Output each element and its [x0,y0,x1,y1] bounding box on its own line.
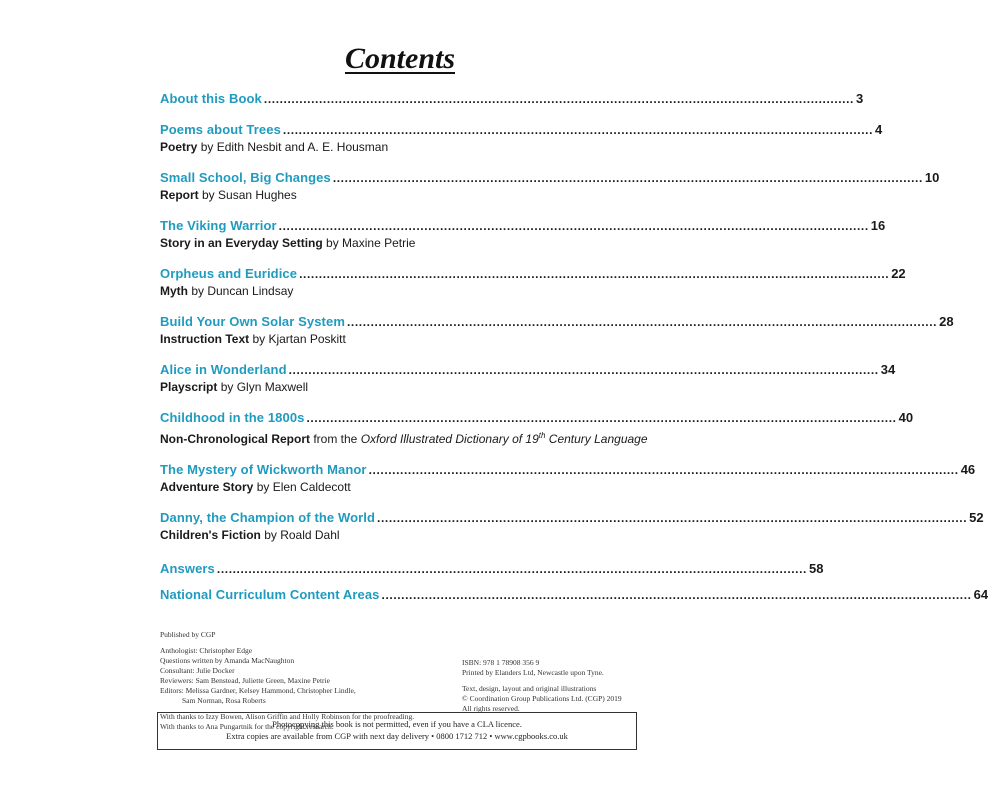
toc-entry [160,509,984,544]
isbn: ISBN: 978 1 78908 356 9 [462,658,540,667]
toc-genre: Instruction Text [160,332,250,346]
toc-page-number: 46 [960,462,976,477]
editors-credit: Editors: Melissa Gardner, Kelsey Hammond, Christopher Lindle, [160,686,356,695]
toc-page-number: 22 [891,266,906,281]
toc-author: from the [310,432,361,446]
toc-leader-dots: ...................................................................................................................................................... [288,363,879,377]
toc-entry [160,217,886,252]
toc-subtitle [160,427,648,448]
anthologist-credit: Anthologist: Christopher Edge [160,646,253,655]
toc-author: by Kjartan Poskitt [249,332,346,346]
toc-leader-dots: ...................................................................................................................................................... [306,411,897,425]
toc-subtitle [160,187,638,204]
toc-entry [160,586,988,604]
toc-genre: Poetry [160,140,198,154]
toc-leader-dots: ...................................................................................................................................................... [377,511,968,525]
toc-subtitle [160,379,638,396]
copyright-research-thanks: With thanks to Ana Pungartnik for the copyright research. [160,722,334,731]
toc-entry [160,169,940,204]
toc-subtitle [160,479,638,496]
toc-page-number: 58 [809,561,824,576]
toc-author: by Susan Hughes [198,188,297,202]
toc-entry [160,313,954,348]
toc-leader-dots: ...................................................................................................................................................... [381,588,972,602]
toc-leader-dots: ...................................................................................................................................................... [332,171,923,185]
toc-genre: Playscript [160,380,218,394]
toc-leader-dots: ...................................................................................................................................................... [299,267,890,281]
published-by: Published by CGP [160,630,216,639]
toc-genre: Myth [160,284,188,298]
toc-entry [160,90,864,108]
reviewers-credit: Reviewers: Sam Benstead, Juliette Green, Maxine Petrie [160,676,330,685]
toc-title[interactable]: Poems about Trees [160,122,281,137]
toc-source-part: Century Language [545,432,648,446]
toc-author: by Edith Nesbit and A. E. Housman [197,140,389,154]
toc-page-number: 16 [870,218,886,233]
toc-title[interactable]: Orpheus and Euridice [160,266,298,281]
toc-page-number: 10 [924,170,940,185]
toc-subtitle [160,283,638,300]
toc-subtitle [160,139,638,156]
toc-page-number: 34 [880,362,896,377]
toc-leader-dots: ...................................................................................................................................................... [346,315,938,329]
toc-source-part: Oxford Illustrated Dictionary of 19 [360,432,539,446]
toc-genre: Children's Fiction [160,528,261,542]
toc-source [361,432,648,446]
toc-author: by Elen Caldecott [253,480,351,494]
rights-reserved: All rights reserved. [462,704,520,713]
rights-info [462,658,622,714]
toc-title[interactable]: About this Book [160,91,262,106]
toc-author: by Roald Dahl [260,528,340,542]
copyright-line: © Coordination Group Publications Ltd. (CGP) 2019 [462,694,622,703]
toc-title[interactable]: Childhood in the 1800s [160,410,305,425]
photocopy-notice-box [157,712,637,750]
extra-copies-notice: Extra copies are available from CGP with next day delivery • 0800 1712 712 • www.cgpbooks.co.uk [226,731,568,741]
toc-leader-dots: ...................................................................................................................................................... [263,92,854,106]
toc-title[interactable]: National Curriculum Content Areas [160,587,380,602]
toc-title[interactable]: Build Your Own Solar System [160,314,345,329]
toc-title[interactable]: The Viking Warrior [160,218,277,233]
toc-page-number: 3 [856,91,864,106]
toc-entry [160,265,906,300]
toc-leader-dots: ...................................................................................................................................................... [216,562,807,576]
toc-entry [160,560,824,578]
toc-genre: Adventure Story [160,480,254,494]
toc-subtitle [160,527,638,544]
toc-leader-dots: ...................................................................................................................................................... [282,123,874,137]
toc-genre: Report [160,188,199,202]
toc-title[interactable]: Alice in Wonderland [160,362,287,377]
toc-leader-dots: ...................................................................................................................................................... [368,463,959,477]
toc-author: by Maxine Petrie [322,236,416,250]
proofreading-thanks: With thanks to Izzy Bowen, Alison Griffin and Holly Robinson for the proofreading. [160,712,415,721]
toc-subtitle [160,331,638,348]
toc-genre: Story in an Everyday Setting [160,236,323,250]
toc-genre: Non-Chronological Report [160,432,310,446]
toc-title[interactable]: The Mystery of Wickworth Manor [160,462,367,477]
toc-source-superscript: th [538,431,546,440]
questions-credit: Questions written by Amanda MacNaughton [160,656,295,665]
toc-page-number: 40 [898,410,914,425]
toc-page-number: 4 [875,122,883,137]
toc-author: by Duncan Lindsay [188,284,294,298]
toc-page-number: 52 [969,510,984,525]
toc-entry [160,121,883,156]
toc-title[interactable]: Danny, the Champion of the World [160,510,376,525]
consultant-credit: Consultant: Julie Docker [160,666,235,675]
printer: Printed by Elanders Ltd, Newcastle upon Tyne. [462,668,604,677]
toc-entry [160,409,914,448]
toc-author: by Glyn Maxwell [217,380,309,394]
editors-credit-continued: Sam Norman, Rosa Roberts [182,696,266,705]
toc-page-number: 64 [973,587,988,602]
table-of-contents [160,90,988,612]
toc-leader-dots: ...................................................................................................................................................... [278,219,869,233]
toc-entry [160,361,896,396]
toc-title[interactable]: Small School, Big Changes [160,170,331,185]
text-design-credit: Text, design, layout and original illustrations [462,684,597,693]
toc-entry [160,461,976,496]
toc-page-number: 28 [939,314,954,329]
toc-title[interactable]: Answers [160,561,215,576]
page-title: Contents [344,42,456,75]
photocopy-notice: Photocopying this book is not permitted, even if you have a CLA licence. [272,719,522,729]
toc-subtitle [160,235,638,252]
